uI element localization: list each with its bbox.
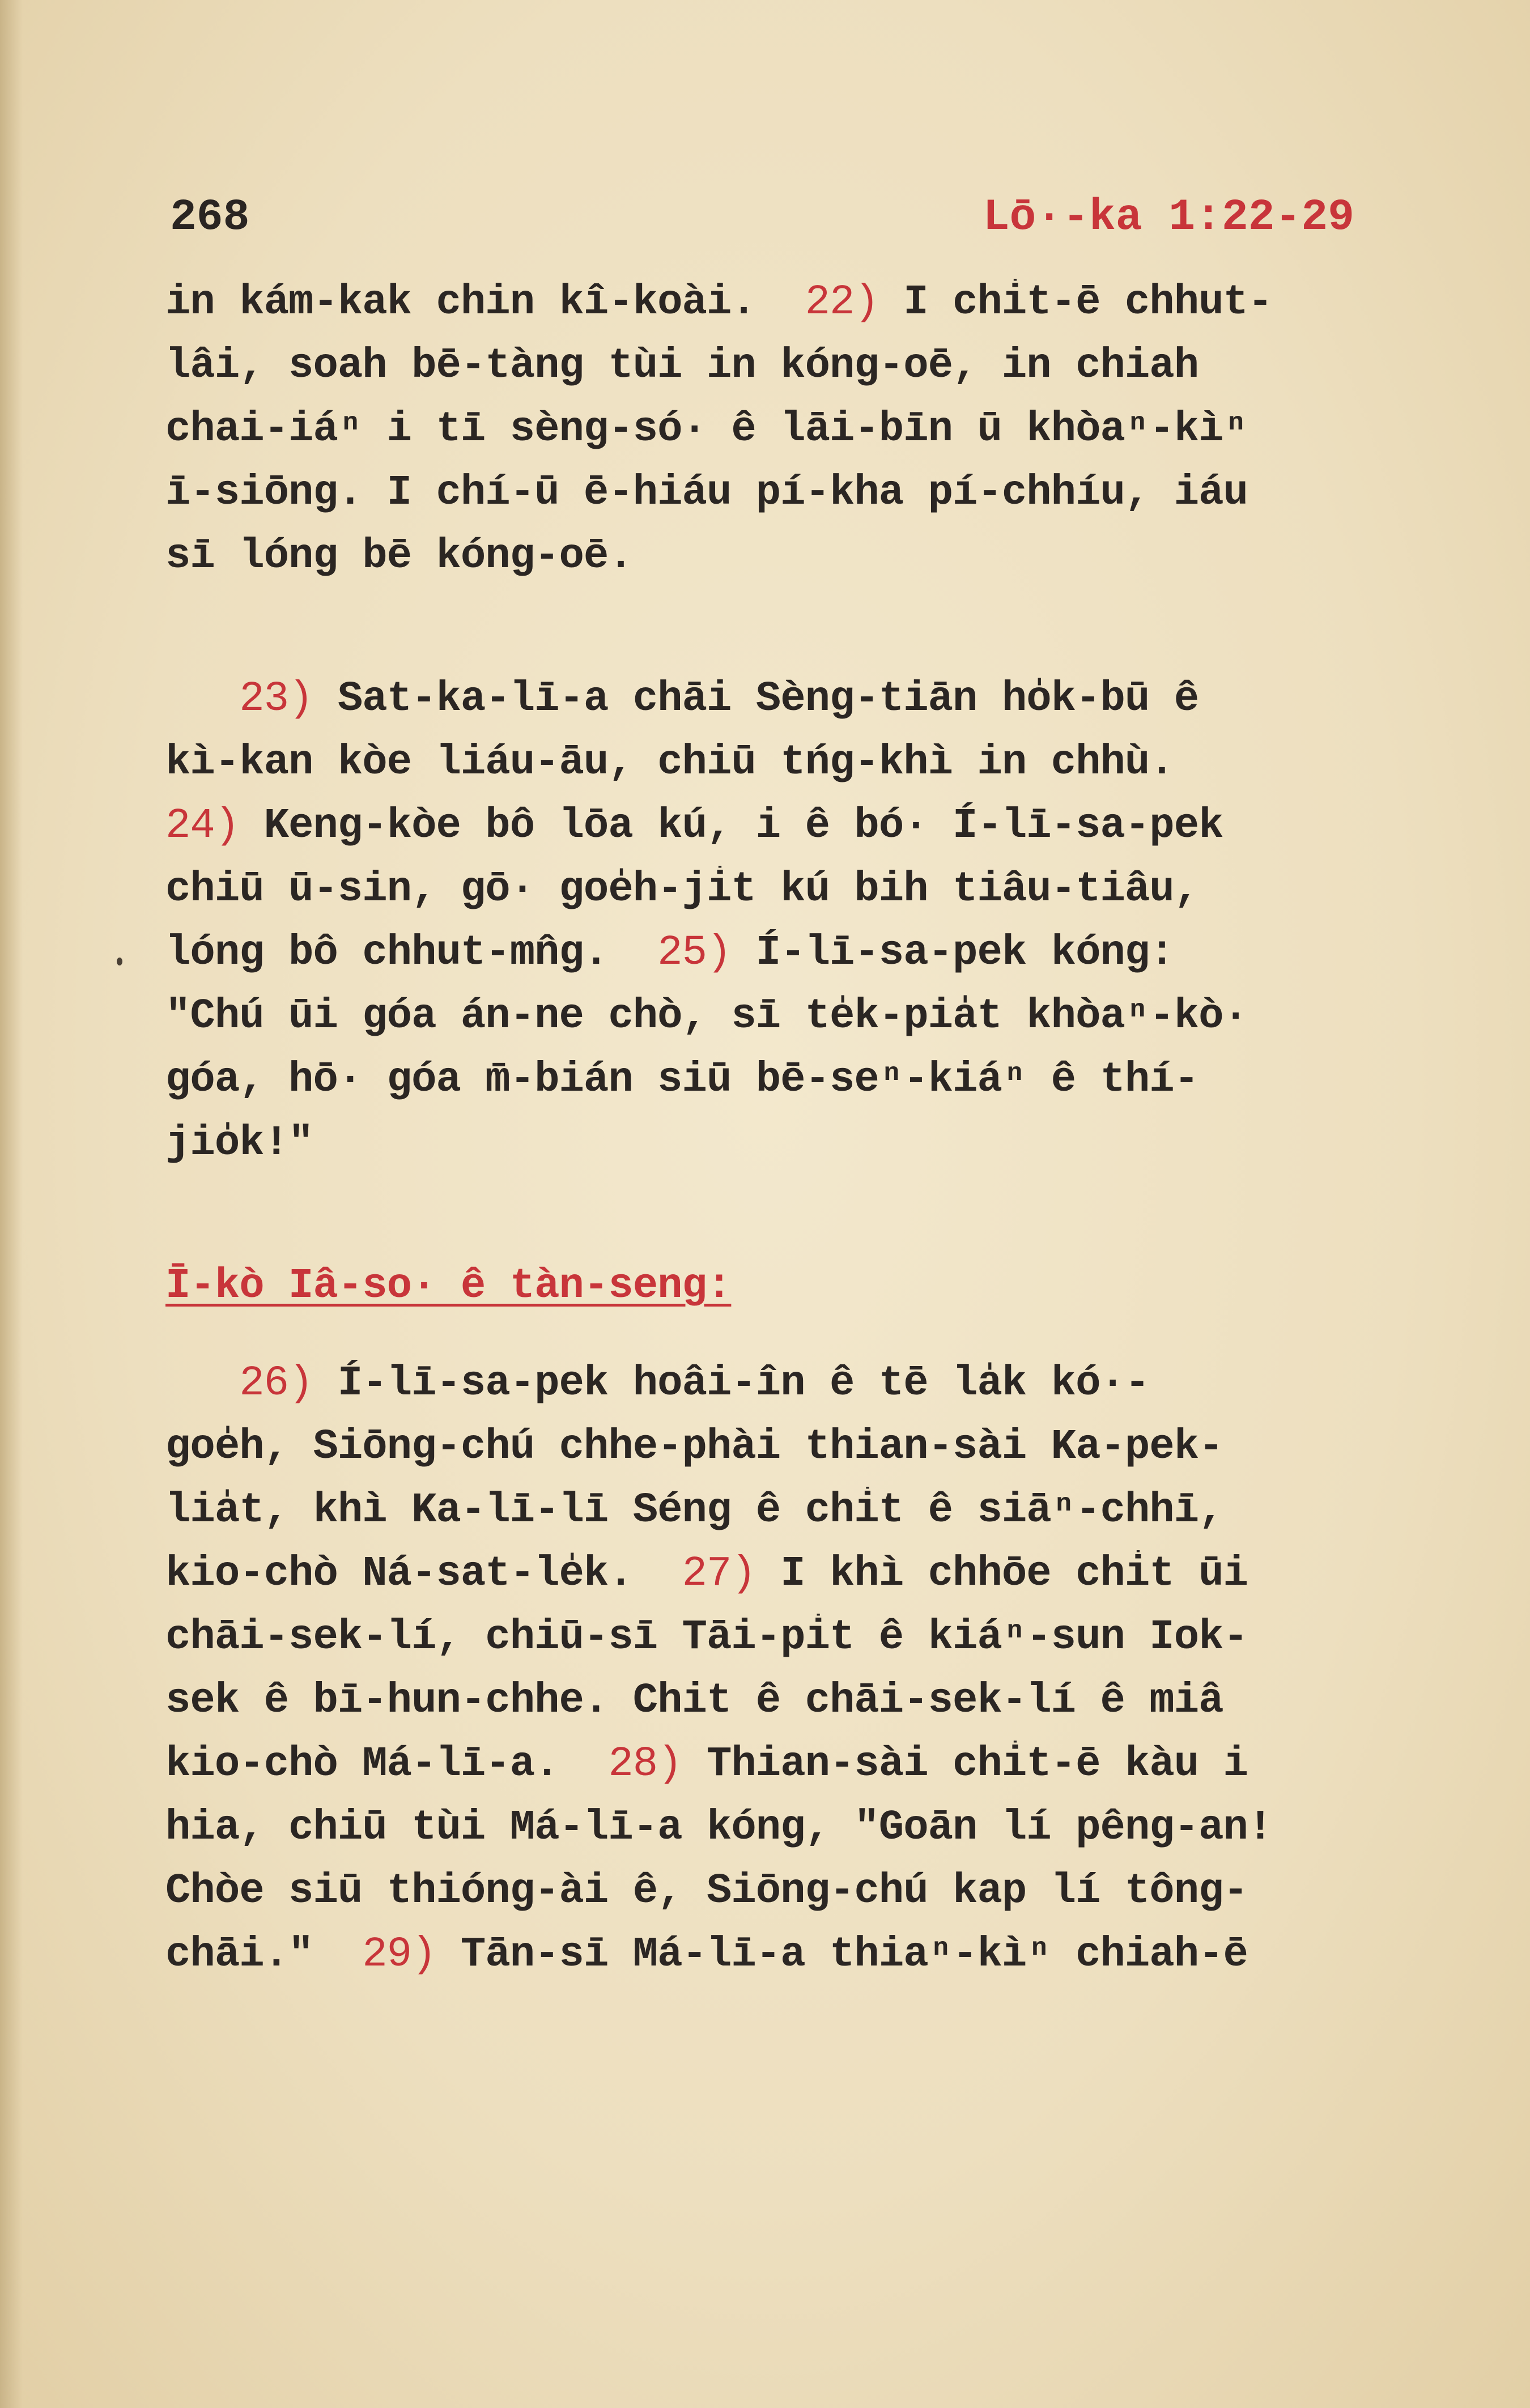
verse-number: 25) <box>657 929 732 977</box>
page-header <box>170 193 1354 255</box>
paragraph-gap <box>165 1183 1446 1262</box>
text-line <box>165 1804 1446 1867</box>
verse-number: 26) <box>239 1360 313 1407</box>
verse-text: I chi̍t-ē chhut- <box>878 279 1273 326</box>
text-line <box>165 533 1446 596</box>
verse-text: kio-chò Má-lī-a. <box>165 1741 609 1788</box>
verse-text: jio̍k!" <box>165 1120 313 1167</box>
text-line <box>165 1056 1446 1120</box>
text-line <box>165 1487 1446 1550</box>
verse-text: lâi, soah bē-tàng tùi in kóng-oē, in chiah <box>165 342 1199 390</box>
running-title: Lō·-ka 1:22-29 <box>983 193 1354 242</box>
text-line <box>165 993 1446 1056</box>
verse-number: 23) <box>239 675 313 723</box>
verse-text: kì-kan kòe liáu-āu, chiū tńg-khì in chhù. <box>165 739 1174 786</box>
verse-text: "Chú ūi góa án-ne chò, sī te̍k-pia̍t khòaⁿ-kò· <box>165 993 1248 1040</box>
verse-number: 24) <box>165 802 240 850</box>
text-line <box>165 1741 1446 1804</box>
verse-text: kio-chò Ná-sat-le̍k. <box>165 1550 682 1598</box>
text-line <box>165 1262 1446 1326</box>
text-line <box>165 469 1446 533</box>
text-line <box>165 1867 1446 1931</box>
verse-number: 27) <box>682 1550 756 1598</box>
verse-text: Í-lī-sa-pek hoâi-în ê tē la̍k kó·- <box>313 1360 1150 1407</box>
text-line <box>165 1360 1446 1423</box>
verse-text: I khì chhōe chi̍t ūi <box>755 1550 1248 1598</box>
verse-text: lóng bô chhut-mn̂g. <box>165 929 658 977</box>
verse-text: chāi." <box>165 1931 363 1979</box>
text-line <box>165 739 1446 802</box>
text-line <box>165 1614 1446 1677</box>
verse-text <box>165 675 239 723</box>
verse-text: hia, chiū tùi Má-lī-a kóng, "Goān lí pêng-an! <box>165 1804 1273 1852</box>
text-line <box>165 1423 1446 1487</box>
verse-text: Thian-sài chi̍t-ē kàu i <box>682 1741 1248 1788</box>
ink-speck <box>117 958 122 965</box>
verse-text: Chòe siū thióng-ài ê, Siōng-chú kap lí tông- <box>165 1867 1248 1915</box>
text-line <box>165 342 1446 406</box>
verse-text: chiū ū-sin, gō· goe̍h-ji̍t kú bih tiâu-tiâu, <box>165 866 1199 913</box>
verse-text: chai-iáⁿ i tī sèng-só· ê lāi-bīn ū khòaⁿ-kìⁿ <box>165 406 1248 453</box>
text-line <box>165 406 1446 469</box>
text-line <box>165 802 1446 866</box>
verse-text: Í-lī-sa-pek kóng: <box>731 929 1174 977</box>
verse-text <box>165 1360 239 1407</box>
verse-text: in kám-kak chin kî-koài. <box>165 279 805 326</box>
text-line <box>165 866 1446 929</box>
text-line <box>165 279 1446 342</box>
verse-text: lia̍t, khì Ka-lī-lī Séng ê chi̍t ê siāⁿ-chhī, <box>165 1487 1223 1534</box>
text-line <box>165 1120 1446 1183</box>
verse-number: 28) <box>608 1741 682 1788</box>
page-number: 268 <box>170 193 250 242</box>
verse-text: chāi-sek-lí, chiū-sī Tāi-pi̍t ê kiáⁿ-sun Iok- <box>165 1614 1248 1661</box>
verse-text: ī-siōng. I chí-ū ē-hiáu pí-kha pí-chhíu, iáu <box>165 469 1248 517</box>
verse-text: Sat-ka-lī-a chāi Sèng-tiān ho̍k-bū ê <box>313 675 1199 723</box>
verse-text: sī lóng bē kóng-oē. <box>165 533 633 580</box>
verse-text: Tān-sī Má-lī-a thiaⁿ-kìⁿ chiah-ē <box>436 1931 1248 1979</box>
text-line <box>165 1931 1446 1994</box>
text-line <box>165 929 1446 993</box>
text-line <box>165 1677 1446 1741</box>
body-text <box>165 279 1446 1994</box>
verse-text: goe̍h, Siōng-chú chhe-phài thian-sài Ka-pek- <box>165 1423 1223 1471</box>
verse-text: sek ê bī-hun-chhe. Chit ê chāi-sek-lí ê miâ <box>165 1677 1223 1725</box>
verse-number: 29) <box>362 1931 436 1979</box>
text-line <box>165 1550 1446 1614</box>
verse-text: Keng-kòe bô lōa kú, i ê bó· Í-lī-sa-pek <box>239 802 1223 850</box>
text-line <box>165 675 1446 739</box>
paragraph-gap <box>165 596 1446 675</box>
verse-text: góa, hō· góa m̄-bián siū bē-seⁿ-kiáⁿ ê thí- <box>165 1056 1199 1104</box>
section-heading: Ī-kò Iâ-so· ê tàn-seng: <box>165 1262 732 1310</box>
paragraph-gap <box>165 1326 1446 1360</box>
verse-number: 22) <box>805 279 879 326</box>
